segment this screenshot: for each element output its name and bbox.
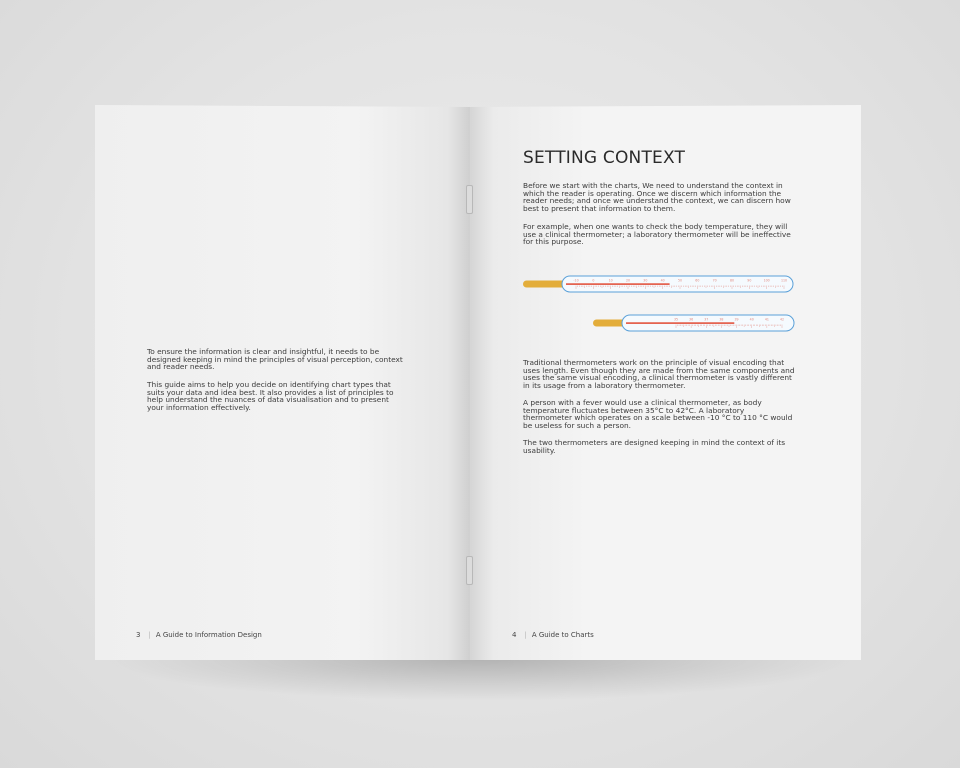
laboratory-thermometer [522, 275, 794, 293]
scale-label: 30 [643, 278, 648, 283]
scale-label: 41 [764, 317, 769, 322]
footer-title: A Guide to Charts [531, 631, 594, 639]
footer-title: A Guide to Information Design [155, 631, 262, 639]
scale-label: 39 [734, 317, 739, 322]
body-paragraph-3: The two thermometers are designed keeping in mind the context of its usability. [523, 438, 786, 455]
scale-label: 38 [719, 317, 724, 322]
body-paragraph-1: Traditional thermometers work on the principle of visual encoding that uses length. Even though they are made from the same components and uses the same visual encoding, a clinical thermometer is vastly different in its usage from a laboratory thermometer. [523, 358, 795, 390]
scale-label: 36 [689, 317, 694, 322]
scale-label: 110 [780, 278, 788, 283]
staple-bottom [466, 556, 473, 585]
scale-label: -10 [573, 278, 579, 283]
scale-label: 37 [704, 317, 709, 322]
page-title: SETTING CONTEXT [523, 148, 686, 168]
page-number: 4 [512, 631, 517, 639]
footer-separator: | [148, 631, 151, 639]
scale-label: 0 [592, 278, 595, 283]
footer-separator: | [524, 631, 527, 639]
scale-label: 40 [749, 317, 754, 322]
scale-label: 20 [625, 278, 631, 283]
page-number: 3 [136, 631, 141, 639]
mercury-column [626, 322, 734, 324]
left-paragraph-1: To ensure the information is clear and insightful, it needs to be designed keeping in mind the principles of visual perception, context and reader needs. [147, 347, 403, 372]
scale-label: 10 [608, 278, 613, 283]
body-paragraph-2: A person with a fever would use a clinical thermometer, as body temperature fluctuates between 35°C to 42°C. A laboratory thermometer which operates on a scale between -10 °C to 110 °C would be useless for such a person. [523, 398, 793, 430]
mercury-column [566, 283, 670, 285]
intro-paragraph-1: Before we start with the charts, We need to understand the context in which the reader is operating. Once we discern which information the reader needs; and once we understand the context, we can discern how best to present that information to them. [523, 181, 791, 213]
scale-label: 60 [695, 278, 700, 283]
scale-label: 35 [673, 317, 679, 322]
scale-label: 90 [747, 278, 752, 283]
scale-label: 80 [729, 278, 735, 283]
staple-top [466, 185, 473, 214]
clinical-thermometer [592, 314, 795, 332]
left-footer [136, 631, 262, 639]
scale-label: 42 [779, 317, 785, 322]
scale-label: 40 [660, 278, 665, 283]
scale-label: 50 [677, 278, 683, 283]
scale-label: 100 [763, 278, 770, 283]
intro-paragraph-2: For example, when one wants to check the body temperature, they will use a clinical thermometer; a laboratory thermometer will be ineffective for this purpose. [523, 222, 791, 247]
right-footer [512, 631, 594, 639]
scale-label: 70 [712, 278, 717, 283]
left-paragraph-2: This guide aims to help you decide on identifying chart types that suits your data and idea best. It also provides a list of principles to help understand the nuances of data visualisation and to present your information effectively. [147, 380, 394, 412]
